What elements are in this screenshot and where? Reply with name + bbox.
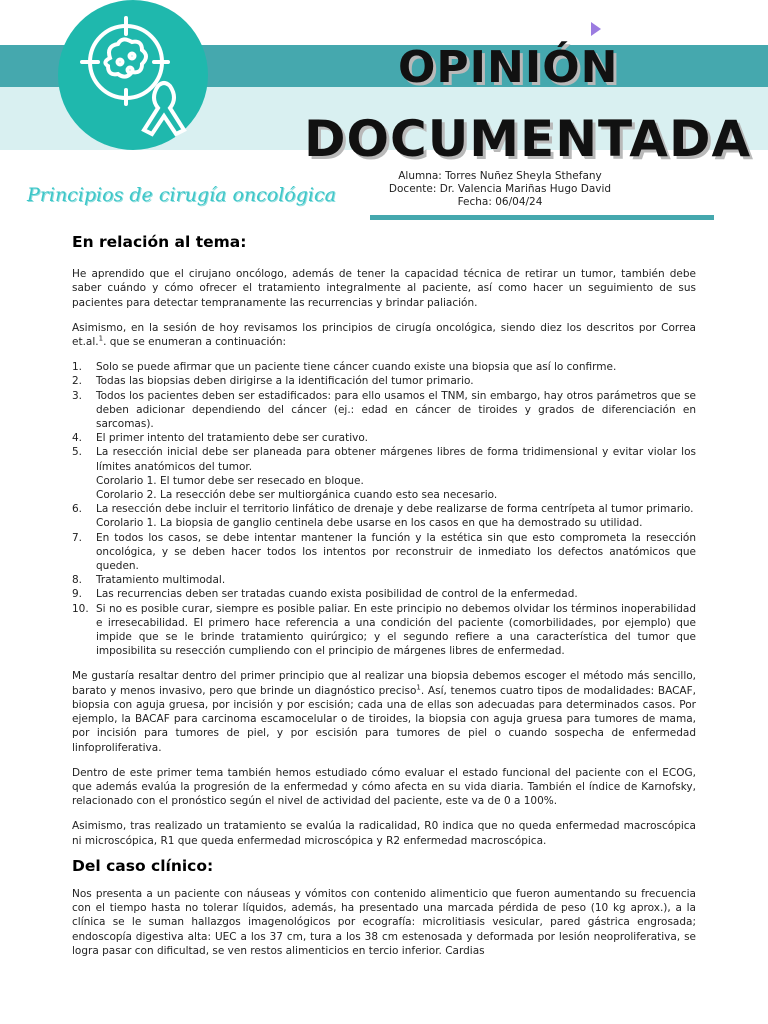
paragraph-intro-principles [72, 321, 696, 349]
document-body [72, 233, 696, 969]
list-item [72, 531, 696, 574]
list-text: El primer intento del tratamiento debe ser curativo. [96, 432, 368, 445]
list-text: En todos los casos, se debe intentar mantener la función y la estética sin que esto comprometa la resección oncológica, y se deben hacer todos los intentos por reconstruir de inmediato los defectos anatómicos que queden. [96, 531, 696, 573]
citation-superscript: 1 [416, 683, 421, 692]
list-number: 10. [72, 602, 89, 615]
list-number: 2. [72, 375, 83, 388]
list-text: La resección inicial debe ser planeada para obtener márgenes libres de forma tridimensional y evitar violar los límites anatómicos del tumor. [96, 446, 696, 473]
corollary: Corolario 1. El tumor debe ser resecado en bloque. [96, 474, 364, 487]
paragraph: Asimismo, tras realizado un tratamiento se evalúa la radicalidad, R0 indica que no queda enfermedad macroscópica ni microscópica, R1 que queda enfermedad microscópica y R2 enfermedad macroscópica. [72, 820, 696, 847]
list-item [72, 602, 696, 659]
list-item [72, 445, 696, 502]
list-text: La resección debe incluir el territorio linfático de drenaje y debe realizarse de forma centrípeta al tumor primario. [96, 503, 694, 516]
list-item [72, 587, 696, 601]
cancer-cell-target-ribbon-icon [58, 0, 208, 150]
page-title-line2: DOCUMENTADA [304, 110, 752, 168]
paragraph: Dentro de este primer tema también hemos estudiado cómo evaluar el estado funcional del paciente con el ECOG, que además evalúa la progresión de la enfermedad y cómo afecta en su vida diaria. También el índice de Karnofsky, relacionado con el pronóstico según el nivel de actividad del paciente, este va de 0 a 100%. [72, 766, 696, 808]
list-number: 1. [72, 361, 83, 374]
list-item [72, 360, 696, 374]
paragraph: He aprendido que el cirujano oncólogo, además de tener la capacidad técnica de retirar un tumor, también debe saber cuándo y cómo ofrecer el tratamiento integralmente al paciente, así como hacer un seguimiento de sus pacientes para detectar tempranamente las recurrencias y brindar paliación. [72, 268, 696, 309]
corollary: Corolario 2. La resección debe ser multiorgánica cuando esto sea necesario. [96, 489, 498, 502]
author-info [370, 170, 630, 209]
paragraph-text: . Así, tenemos cuatro tipos de modalidades: BACAF, biopsia con aguja gruesa, por incisión y por escisión; cada una de ellas son adecuadas para determinados casos. Por ejemplo, la BACAF para carcinoma escamocelular o de tiroides, la biopsia con aguja gruesa para tumores de mama, por incisión para tumores de piel, y por escisión para tumores de piel o cuando sospecha de enfermedad linfoproliferativa. [72, 684, 696, 754]
list-text: Todas las biopsias deben dirigirse a la identificación del tumor primario. [96, 375, 474, 388]
paragraph-biopsy [72, 669, 696, 754]
title-accent-mark [591, 22, 601, 36]
list-number: 5. [72, 446, 83, 459]
corollary: Corolario 1. La biopsia de ganglio centinela debe usarse en los casos en que ha demostrado su utilidad. [96, 517, 643, 530]
list-text: Tratamiento multimodal. [96, 574, 226, 587]
list-number: 8. [72, 574, 83, 587]
list-number: 6. [72, 503, 83, 516]
principles-list [72, 360, 696, 658]
citation-superscript: 1 [98, 334, 104, 343]
list-item [72, 431, 696, 445]
list-number: 9. [72, 588, 83, 601]
paragraph-text: Asimismo, en la sesión de hoy revisamos los principios de cirugía oncológica, siendo diez los descritos por Correa et.al. [72, 321, 696, 349]
list-item [72, 389, 696, 432]
student-name: Alumna: Torres Nuñez Sheyla Sthefany [398, 170, 602, 182]
page-title-line1: OPINIÓN [398, 42, 619, 93]
section-heading-case: Del caso clínico: [72, 856, 214, 875]
logo [58, 0, 208, 150]
teacher-name: Docente: Dr. Valencia Mariñas Hugo David [388, 183, 612, 195]
paragraph-text: Me gustaría resaltar dentro del primer principio que al realizar una biopsia debemos escoger el método más sencillo, barato y menos invasivo, pero que brinde un diagnóstico preciso [72, 670, 696, 697]
subject-title: Principios de cirugía oncológica [27, 184, 336, 206]
list-text: Solo se puede afirmar que un paciente tiene cáncer cuando existe una biopsia que así lo confirme. [96, 361, 617, 374]
list-text: Si no es posible curar, siempre es posible paliar. En este principio no debemos olvidar los términos inoperabilidad e irresecabilidad. El primero hace referencia a una condición del paciente (comorbilidades, por ejemplo) que impide que se le brinde tratamiento quirúrgico; y el segundo refiere a una característica del tumor que imposibilita su resección cumpliendo con el principio de márgenes libres de enfermedad. [96, 602, 696, 658]
list-text: Las recurrencias deben ser tratadas cuando exista posibilidad de control de la enfermedad. [96, 588, 578, 601]
header-divider [370, 215, 714, 220]
list-number: 3. [72, 389, 83, 402]
list-item-body [96, 445, 696, 502]
list-item [72, 573, 696, 587]
paragraph: Nos presenta a un paciente con náuseas y vómitos con contenido alimenticio que fueron aumentando su frecuencia con el tiempo hasta no tolerar líquidos, además, ha presentado una marcada pérdida de peso (10 kg aprox.), a la clínica se le suman hallazgos imagenológicos por ecografía: microlitiasis vesicular, pared gástrica engrosada; endoscopía digestiva alta: UEC a los 37 cm, tura a los 38 cm estenosada y deformada por lesión neoproliferativa, se logra pasar con dificultad, se ven restos alimenticios en tercio inferior. Cardias [72, 887, 696, 957]
list-text: Todos los pacientes deben ser estadificados: para ello usamos el TNM, sin embargo, hay otros parámetros que se deben adicionar dependiendo del cáncer (ej.: edad en cáncer de tiroides y grados de diferenciación en sarcomas). [96, 389, 696, 431]
list-number: 4. [72, 432, 83, 445]
list-item [72, 502, 696, 530]
list-item [72, 374, 696, 388]
list-number: 7. [72, 531, 83, 544]
list-item-body [96, 502, 696, 530]
section-heading-topic: En relación al tema: [72, 233, 247, 251]
paragraph-text: . que se enumeran a continuación: [103, 336, 287, 349]
document-date: Fecha: 06/04/24 [457, 196, 543, 208]
